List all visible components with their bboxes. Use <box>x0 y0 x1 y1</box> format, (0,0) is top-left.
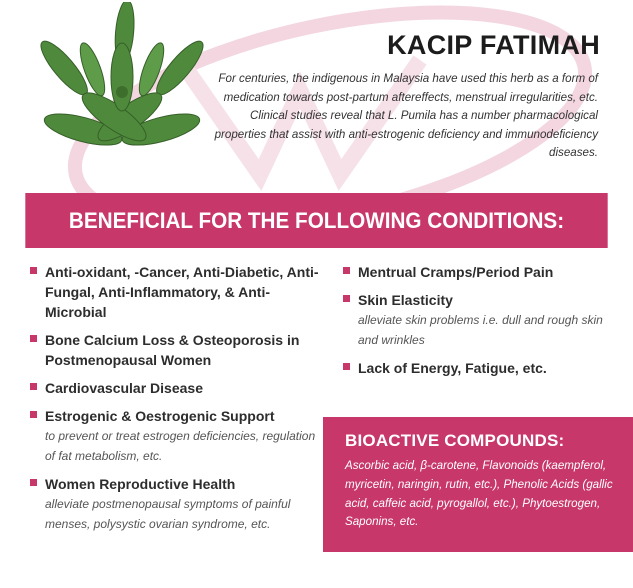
conditions-right-column <box>343 262 623 386</box>
condition-label: Lack of Energy, Fatigue, etc. <box>358 360 547 376</box>
list-item <box>343 358 623 378</box>
square-bullet-icon <box>30 411 37 418</box>
list-item <box>30 406 325 466</box>
condition-label: Anti-oxidant, -Cancer, Anti-Diabetic, Anti-Fungal, Anti-Inflammatory, & Anti-Microbial <box>45 264 319 320</box>
condition-note: to prevent or treat estrogen deficiencies, regulation of fat metabolism, etc. <box>45 429 316 463</box>
list-item <box>343 290 623 350</box>
plant-leaves-illustration <box>22 2 222 182</box>
list-item <box>30 330 325 370</box>
condition-label: Estrogenic & Oestrogenic Support <box>45 408 275 424</box>
intro-paragraph: For centuries, the indigenous in Malaysia have used this herb as a form of medication towards post-partum aftereffects, menstrual irregularities, etc. Clinical studies reveal that L. Pumila has a number pharmacological properties that assist with anti-estrogenic deficiency and immunodeficiency diseases. <box>214 72 598 160</box>
condition-label: Cardiovascular Disease <box>45 380 203 396</box>
list-item <box>30 262 325 322</box>
list-item <box>343 262 623 282</box>
conditions-banner: BENEFICIAL FOR THE FOLLOWING CONDITIONS: <box>25 193 607 248</box>
bioactive-compounds-box <box>323 417 633 552</box>
list-item <box>30 378 325 398</box>
condition-label: Mentrual Cramps/Period Pain <box>358 264 554 280</box>
condition-label: Skin Elasticity <box>358 292 453 308</box>
list-item <box>30 474 325 534</box>
square-bullet-icon <box>343 295 350 302</box>
bioactive-title: BIOACTIVE COMPOUNDS: <box>345 431 565 450</box>
square-bullet-icon <box>30 267 37 274</box>
square-bullet-icon <box>30 479 37 486</box>
bioactive-text: Ascorbic acid, β-carotene, Flavonoids (kaempferol, myricetin, naringin, rutin, etc.), Phenolic Acids (gallic acid, caffeic acid, pyrogallol, etc.), Phytoestrogen, Saponins, etc. <box>345 459 613 529</box>
square-bullet-icon <box>30 335 37 342</box>
condition-note: alleviate skin problems i.e. dull and rough skin and wrinkles <box>358 313 603 347</box>
square-bullet-icon <box>343 363 350 370</box>
condition-note: alleviate postmenopausal symptoms of painful menses, polysystic ovarian syndrome, etc. <box>45 497 291 531</box>
conditions-left-column <box>30 262 325 542</box>
square-bullet-icon <box>343 267 350 274</box>
condition-label: Bone Calcium Loss & Osteoporosis in Postmenopausal Women <box>45 332 300 368</box>
square-bullet-icon <box>30 383 37 390</box>
condition-label: Women Reproductive Health <box>45 476 236 492</box>
page-title: KACIP FATIMAH <box>387 30 600 60</box>
